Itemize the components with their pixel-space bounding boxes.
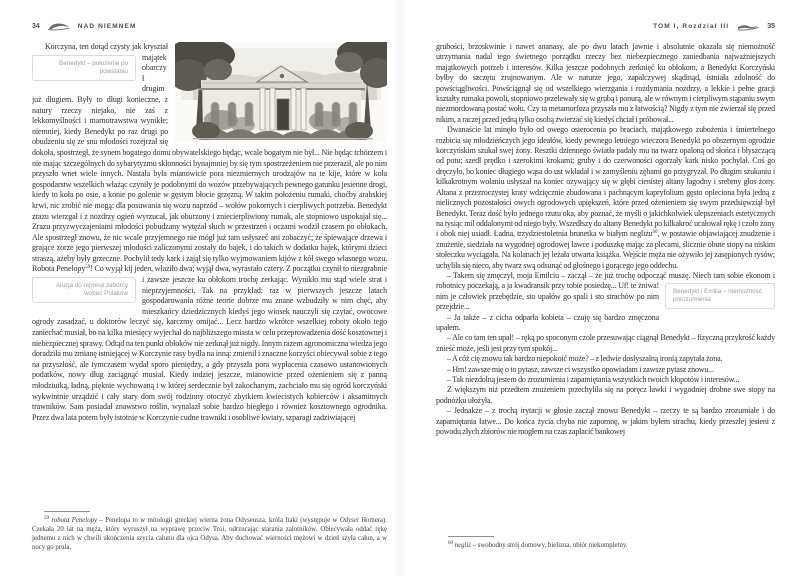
footnote-reference: 59	[85, 265, 91, 271]
margin-note-text: Benedykt i Emilia – niemożność porozumienia	[673, 288, 762, 304]
footnote-marker: 59	[44, 516, 49, 521]
text-segment: Z większym niż przedtem znużeniem przechyliła się na poręcz ławki i wygodniej drobne swe stopy na podnóżku ułożyła.	[436, 385, 775, 405]
margin-note-text: Aluzja do represji zaborcy wobec Polaków	[55, 282, 128, 298]
text-segment: – Ja także – z cicha odparła kobieta – czuję się bardzo zmęczona upałem.	[436, 312, 659, 332]
page-gutter	[394, 0, 406, 576]
body-text-paragraph	[436, 125, 775, 271]
text-segment: – Takem się zmęczył, moja Emilciu – zaczął – że już trochę odpocząć muszę. Niech tam sobie ekonom i robotnicy poczekają, a ja kwadransik przy tobie posiedzę...	[436, 270, 775, 291]
text-segment: obarczył drugim już długiem. Były to długi konieczne, z natury rzeczy niejako, nie zaś z lekkomyślności i marnotrawstwa wynikłe; niemniej, kiedy Benedykt po raz drugi po obudzeniu się ze snu młodości rozejrzał się dokoła, spostrzegł, że synem bogatego domu obywatelskiego będąc, wcale bogatym nie był... Nie będąc tchórzem i nie mając szczególnych do sybarytyzmu skłonności bynajmniej by się tym spostrzeżeniem nie przeraził, ale po nim przyszło wnet wiele innych. Nastała była mianowicie pora niezmiernych urodzajów na te kije, które w koła gospodarstw wszelkich włażąc czyniły je podobnymi do wozów przebywających pewnego gatunku jesienne drogi, kiedy to koła po osie, a konie po golenie w gęstym błocie grzęzną. W takim położeniu rumaki, choćby arabskiej krwi, nic zrobić nie mogą: dla posuwania się wozu naprzód – wołów pokornych i cierpliwych potrzeba. Benedykt zrazu wierzgał i z nozdrzy ogień wyrzucał, jak oburzony i zniecierpliwiony rumak, ale stopniowo uspokajał się... Zrazu przyzwyczajeniami młodości pobudzany wytężał słuch w przestrzeń i oczami wodził czasem po obłokach. Ale spostrzegł znowu, że nic wcale przyjemnego nie mógł już tam usłyszeć ani zobaczyć; że śpiewające drzewa i grające zorze jego pierwszej młodości zaliczonymi zostały do bajek, i do takich w dodatku bajek, którymi dzieci straszą, ażeby były grzeczne. Pochylił tedy kark i zajął się tylko wyjmowaniem kijów z kół swego własnego wozu. Robota Penelopy	[32, 63, 387, 274]
footnote	[32, 516, 387, 552]
annotation-connector	[32, 277, 33, 279]
left-page-number: 34	[32, 22, 40, 30]
left-footnotes	[32, 505, 387, 552]
text-segment: Uf! te żniwa! nim je człowiek przebędzie, sto upałów go spali i sto strachów po nim przejdzie...	[436, 281, 659, 312]
margin-note-text: Benedykt – położenie po powstaniu	[59, 59, 128, 75]
footnote-rule	[44, 511, 90, 512]
margin-note-benedykt-powstanie	[32, 55, 136, 81]
footnote-text: – swobodny strój domowy, bielizna, ubiór niekompletny.	[470, 542, 628, 549]
right-page-number: 35	[767, 22, 775, 30]
text-segment: zerkając. Wynikło mu stąd wiele strat i nieprzyjemności. Tak na przykład: raz w pierwszych jeszcze latach gospodarowania różne teorie dobrze mu znane wzbudziły w nim chęć, aby mieszkańcy dziedzicznych kiedyś jego wiosek nauczyli się czytać, owocowe ogrody zasadzać, u doktorów leczyć się, karczmy omijać... Lecz bardzo wkrótce wszelkiej roboty około tego zaniechać musiał, bo na kilka miesięcy wyjechał do najbliższego miasta w celu przeprowadzenia dość kosztownej i niebezpiecznej sprawy. Odtąd na ten punkt obłoków nie zerknął już nigdy. Innym razem agronomiczna wiedza jego doradziła mu zmianę istniejącej w Korczynie rasy bydła na inną: zmienił i znaczne korzyści obiecywał sobie z tego na przyszłość, ale tymczasem wydał sporo pieniędzy, a gdy przyszła pora wypłacenia czasowo ustanowionych podatków, nowy dług zaciągnąć musiał. Kiedy indziej jeszcze, mianowicie przed ożenieniem się z panną młodziutką, ładną, pięknie wychowaną i w której serdecznie był zakochanym, zachciało mu się ogród korczyński wykwintnie urządzić i cały stary dom swój rodzinny otoczyć zbytkiem kwiecistych kobierców i aksamitnych trawników. Sam posiadał znawstwo roślin, wynalazł sobie bardzo biegłego i również kosztownego ogrodnika. Przez dwa lata potem były istotnie w Korczynie cudne trawniki i osobliwe kwiaty, szparagi zadziwiającej	[32, 275, 387, 422]
footnote-work-title: Odysei	[339, 517, 359, 524]
left-running-head	[32, 20, 387, 32]
dialogue-line	[436, 271, 775, 313]
footnote-text: Homera). Czekała 20 lat na męża, który wyruszył na wyprawę przeciw Troi, odrzucając starania zalotników. Obiecywała oddać rękę jednemu z nich w chwili ukończenia szycia całunu dla ojca Odysa. Aby dochować wierności mężowi w dzień szyła całun, a w nocy go pruła.	[32, 517, 387, 551]
text-segment: – A cóż cię znowu tak bardzo niepokoić może? – z ledwie dosłyszalną ironią zapytała żona.	[447, 354, 723, 364]
margin-note-benedykt-emilia	[665, 283, 775, 309]
right-page	[400, 0, 800, 576]
dialogue-line	[436, 375, 775, 385]
footnote-term: robota Penelopy	[51, 517, 98, 524]
text-segment: Korczyna, ten dotąd czysty jak kryształ majątek	[45, 42, 168, 62]
footnote-term: negliż	[454, 542, 471, 549]
margin-note-aluzja-represje	[32, 277, 136, 303]
right-running-head	[436, 20, 775, 32]
body-text-paragraph	[436, 385, 775, 406]
text-segment: – Hm! zawsze mię o to pytasz, zawsze ci wszystko opowiadam i zawsze pytasz znowu...	[447, 364, 714, 374]
text-segment: – Ale co tam ten upał! – ręką po spoconym czole przesuwając ciągnął Benedykt – fizyczną przykrość każdy znieść może, jeśli jest przy tym spokój...	[436, 333, 775, 353]
right-footnotes	[436, 530, 775, 550]
text-segment: ! Co wyjął kij jeden, właziło dwa; wyjął dwa, wyrastało cztery. Z początku czynił to niezgrabnie i zawsze jeszcze ku obłokom trochę	[90, 264, 387, 285]
footnote-marker: 60	[448, 541, 453, 546]
chapter-title: TOM I, Rozdział III	[653, 22, 730, 30]
header-ornament-icon	[47, 21, 71, 32]
dialogue-line	[436, 406, 775, 437]
footnote-text: – Penelopa to w mitologii greckiej wierna żona Odyseusza, króla Itaki (występuje w	[97, 517, 340, 524]
manor-house-illustration	[175, 42, 387, 142]
text-segment: grubości, brzoskwinie i nawet ananasy, ale po dwu latach jawnie i absolutnie okazała się niemożność utrzymania nadal tego świetnego porządku rzeczy bez niebezpiecznego zaniedbania najważniejszych majątkowych potrzeb i interesów. Kilka jeszcze podobnych zerknięć ku obłokom, a Benedykt Korczyński byłby do szczętu zrujnowanym. Ale w naturze jego, zapalczywej skądinąd, istniała zdolność do powściągliwości. Powściągnął się od wszelkiego wierzgania i rozdymania nozdrzy, a lekkie i pełne gracji kształty rumaka powoli, stopniowo przelewały się w grubą i ponurą, ale w równym i cierpliwym stąpaniu swym niezmordowaną postać wołu. Czy ta metamorfoza przyszła mu z łatwością? Nigdy z tym nie zwierzał się przed nikim, a raczej przed jedną tylko osobą zwierzać się kiedyś chciał i próbował...	[436, 42, 775, 124]
text-segment: Dwanaście lat minęło było od owego osierocenia po braciach, majątkowego zubożenia i śmiertelnego rozbicia się młodzieńczych jego ideałów, kiedy pewnego letniego wieczora Benedykt po obszernym ogrodzie korczyńskim szukał swej żony. Resztki dziennego światła padały mu na twarz opaloną od słońca i błyszczącą od potu; szedł prędko i szerokimi krokami; gruby i do czerwoności ogorzały kark nisko pochylał. Coś go dręczyło, bo koniec długiego wąsa do ust wkładał i w zamyśleniu zębami go przygryzał. Po długim szukaniu i kilkakrotnym wołaniu usłyszał na koniec ozywający się w głębi cienistej altany łagodny i srebrny głos żony. Altana z przezroczystej kraty wdzięcznie zbudowana i pachnącym kapryfolium gęsto opleciona była jedną z nielicznych pozostałości owych ogrodowych upiększeń, które przed ożenieniem się swym przedsięwziął był Benedykt. Teraz dość było jednego rzutu oka, aby poznać, że myśli o jakichkolwiek ulepszeniach estetycznych na tysiąc mil oddalonymi od niego były. Wszedłszy do altany Benedykt po kilkakroć ucałował rękę i czoło żony i obok niej usiadł. Ładna, trzydziestoletnia brunetka w białym negliżu	[436, 125, 775, 239]
footnote	[436, 541, 775, 550]
dialogue-line	[436, 354, 775, 364]
text-segment: – Jednakże – z trochą irytacji w głosie zaczął znowu Benedykt – rzeczy te są bardzo zrozumiałe i do zapamiętania łatwe... Do końca życia chyba nie zapomnę, w jakim byłem strachu, kiedy przeszłej jesieni z powodu złych zbiorów nie mogłem na czas zapłacić bankowej	[436, 406, 775, 437]
annotation-connector	[773, 283, 775, 285]
dialogue-line	[436, 313, 775, 334]
right-page-text	[436, 42, 775, 437]
text-segment: , w postawie objawiającej znudzenie i znużenie, siedziała na wygodnej ogrodowej ławce i poduszkę mając za plecami, ślicznie obute stopy na niskim stołeczku wyciągała. Na kolanach jej leżała otwarta książka. Wejście męża nie ożywiło jej zasępionych rysów; uchyliła się nieco, aby twarz swą odsunąć od głośnego i gorącego jego oddechu.	[436, 229, 775, 270]
dialogue-line	[436, 333, 775, 354]
footnote-reference: 60	[652, 230, 658, 236]
body-text-paragraph	[436, 42, 775, 125]
footnote-rule	[448, 536, 494, 537]
header-ornament-icon	[736, 21, 760, 32]
dialogue-line	[436, 365, 775, 375]
annotation-connector	[32, 55, 33, 57]
text-segment: – Tak niezdolną jestem do zrozumienia i zapamiętania wszystkich twoich kłopotów i interesów...	[447, 375, 740, 384]
left-page-text	[32, 42, 387, 423]
running-title: NAD NIEMNEM	[77, 22, 137, 30]
